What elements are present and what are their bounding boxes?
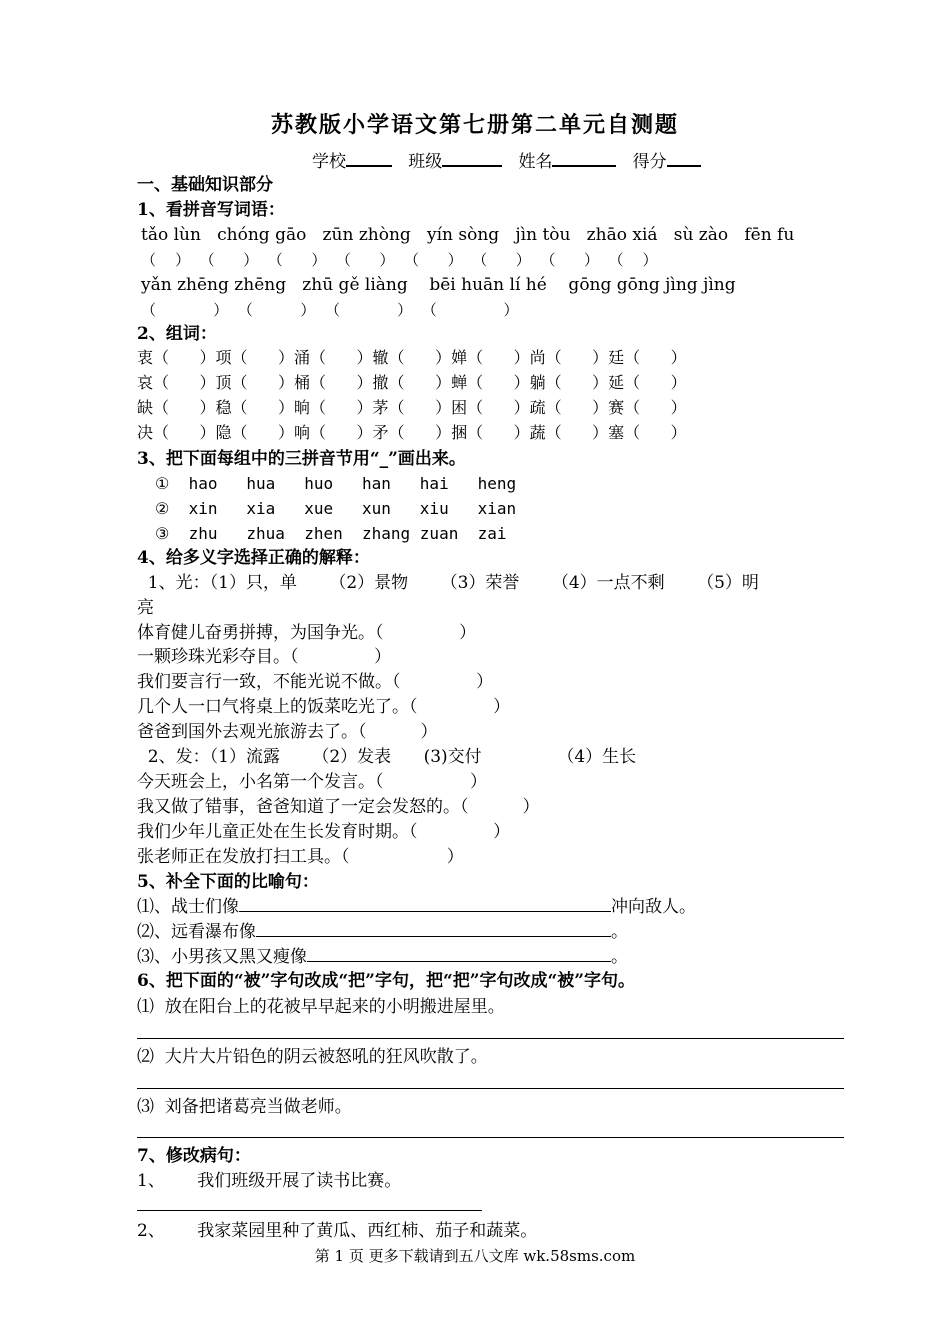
q1-pinyin-row-2: yǎn zhēng zhēng zhū gě liàng bēi huān lí hé gōng gōng jìng jìng xyxy=(141,275,736,295)
q4-guang-sentence: 几个人一口气将桌上的饭菜吃光了。（ ） xyxy=(137,697,511,717)
q3-heading: 3、把下面每组中的三拼音节用“_”画出来。 xyxy=(137,449,466,469)
q1-blanks-row-2: （ ） （ ） （ ） （ ） xyxy=(141,301,519,319)
q4-fa-sentence: 我又做了错事，爸爸知道了一定会发怒的。（ ） xyxy=(137,797,540,817)
answer-line xyxy=(137,1210,482,1211)
q2-row: 哀（ ）顶（ ）桶（ ）撤（ ）蝉（ ）躺（ ）延（ ） xyxy=(137,373,687,392)
q3-row: ② xin xia xue xun xiu xian xyxy=(155,499,517,518)
q2-row: 缺（ ）稳（ ）晌（ ）茅（ ）困（ ）疏（ ）赛（ ） xyxy=(137,398,687,417)
q2-row: 决（ ）隐（ ）响（ ）矛（ ）捆（ ）蔬（ ）塞（ ） xyxy=(137,423,687,442)
q6-item: ⑶ 刘备把诸葛亮当做老师。 xyxy=(137,1097,352,1117)
class-blank xyxy=(442,149,502,167)
q4-fa-options: 2、发：（1）流露 （2）发表 (3)交付 （4）生长 xyxy=(137,747,637,767)
q5-sentence-2-start: ⑵、远看瀑布像 xyxy=(137,922,256,942)
answer-line xyxy=(137,1088,844,1089)
q5-sentence-2 xyxy=(137,921,628,943)
school-label: 学校 xyxy=(312,152,346,172)
q4-fa-sentence: 张老师正在发放打扫工具。（ ） xyxy=(137,847,464,867)
score-blank xyxy=(667,149,701,167)
q6-heading: 6、把下面的“被”字句改成“把”字句，把“把”字句改成“被”字句。 xyxy=(137,971,636,991)
q4-fa-sentence: 我们少年儿童正处在生长发育时期。（ ） xyxy=(137,822,511,842)
q5-blank-3 xyxy=(307,947,611,962)
q4-guang-sentence: 一颗珍珠光彩夺目。（ ） xyxy=(137,647,392,667)
name-label: 姓名 xyxy=(518,152,553,172)
q5-blank-1 xyxy=(239,897,611,912)
q5-sentence-3-end: 。 xyxy=(611,947,628,967)
q4-guang-sentence: 我们要言行一致，不能光说不做。（ ） xyxy=(137,672,494,692)
q1-pinyin-row-1: tǎo lùn chóng gāo zūn zhòng yín sòng jìn tòu zhāo xiá sù zào fēn fu xyxy=(141,225,795,245)
q4-fa-sentence: 今天班会上，小名第一个发言。（ ） xyxy=(137,772,487,792)
q3-row: ① hao hua huo han hai heng xyxy=(155,474,517,493)
q1-heading: 1、看拼音写词语： xyxy=(137,200,285,220)
class-label: 班级 xyxy=(408,152,443,172)
q6-item: ⑴ 放在阳台上的花被早早起来的小明搬进屋里。 xyxy=(137,997,505,1017)
q7-item: 1、 我们班级开展了读书比赛。 xyxy=(137,1171,402,1191)
q1-blanks-row-1: （ ） （ ） （ ） （ ） （ ） （ ） （ ） （ ） xyxy=(141,251,658,269)
student-info-header xyxy=(312,147,701,172)
q4-guang-sentence: 爸爸到国外去观光旅游去了。（ ） xyxy=(137,722,438,742)
name-blank xyxy=(552,149,616,167)
q5-sentence-3 xyxy=(137,946,628,968)
q2-heading: 2、组词： xyxy=(137,324,217,344)
q2-row: 衷（ ）项（ ）涌（ ）辙（ ）婵（ ）尚（ ）廷（ ） xyxy=(137,348,687,367)
answer-line xyxy=(137,1137,844,1138)
page-title: 苏教版小学语文第七册第二单元自测题 xyxy=(270,112,679,138)
q4-heading: 4、给多义字选择正确的解释： xyxy=(137,548,370,568)
q6-item: ⑵ 大片大片铅色的阴云被怒吼的狂风吹散了。 xyxy=(137,1047,488,1067)
q4-guang-options: 1、光：（1）只，单 （2）景物 （3）荣誉 （4）一点不剩 （5）明 xyxy=(137,573,759,593)
part1-heading: 一、基础知识部分 xyxy=(137,175,273,195)
q3-row: ③ zhu zhua zhen zhang zuan zai xyxy=(155,524,507,543)
q7-heading: 7、修改病句： xyxy=(137,1146,251,1166)
q5-sentence-1 xyxy=(137,896,696,918)
q5-heading: 5、补全下面的比喻句： xyxy=(137,872,319,892)
q7-item: 2、 我家菜园里种了黄瓜、西红柿、茄子和蔬菜。 xyxy=(137,1221,538,1241)
q5-sentence-2-end: 。 xyxy=(611,922,628,942)
q5-sentence-3-start: ⑶、小男孩又黑又瘦像 xyxy=(137,947,307,967)
q4-guang-sentence: 体育健儿奋勇拼搏，为国争光。（ ） xyxy=(137,623,477,643)
q5-blank-2 xyxy=(256,922,611,937)
q5-sentence-1-start: ⑴、战士们像 xyxy=(137,897,239,917)
q4-guang-options-wrap: 亮 xyxy=(137,598,154,618)
answer-line xyxy=(137,1038,844,1039)
school-blank xyxy=(346,149,392,167)
score-label: 得分 xyxy=(632,152,667,172)
page-footer: 第 1 页 更多下载请到五八文库 wk.58sms.com xyxy=(314,1247,636,1265)
q5-sentence-1-end: 冲向敌人。 xyxy=(611,897,696,917)
